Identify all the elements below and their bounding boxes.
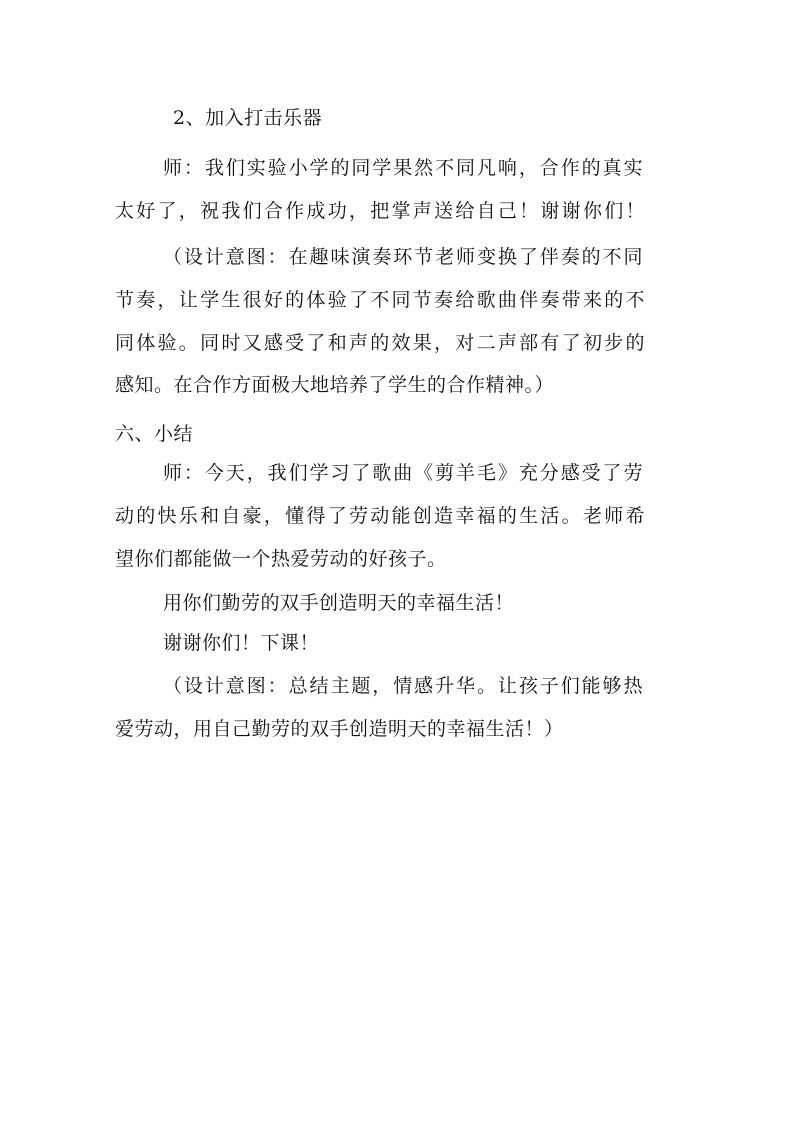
design-intent-2-line-1: （设计意图：总结主题，情感升华。让孩子们能够热 bbox=[163, 675, 643, 697]
design-intent-1-line-1: （设计意图：在趣味演奏环节老师变换了伴奏的不同 bbox=[163, 246, 643, 268]
teacher-line-1: 师：我们实验小学的同学果然不同凡响，合作的真实 bbox=[163, 157, 643, 179]
design-intent-1-line-4: 感知。在合作方面极大地培养了学生的合作精神。） bbox=[115, 374, 555, 396]
summary-line-1: 师：今天，我们学习了歌曲《剪羊毛》充分感受了劳 bbox=[163, 462, 643, 484]
closing-line-2: 谢谢你们！下课！ bbox=[163, 632, 320, 654]
summary-line-2: 动的快乐和自豪，懂得了劳动能创造幸福的生活。老师希 bbox=[115, 505, 645, 527]
section-heading: 六、小结 bbox=[115, 423, 194, 445]
summary-line-3: 望你们都能做一个热爱劳动的好孩子。 bbox=[115, 548, 447, 570]
design-intent-1-line-2: 节奏，让学生很好的体验了不同节奏给歌曲伴奏带来的不 bbox=[115, 289, 645, 311]
sub-heading: 2、加入打击乐器 bbox=[173, 107, 323, 129]
design-intent-1-line-3: 同体验。同时又感受了和声的效果，对二声部有了初步的 bbox=[115, 332, 645, 354]
design-intent-2-line-2: 爱劳动，用自己勤劳的双手创造明天的幸福生活！） bbox=[115, 718, 564, 740]
teacher-line-2: 太好了，祝我们合作成功，把掌声送给自己！谢谢你们！ bbox=[115, 200, 645, 222]
closing-line-1: 用你们勤劳的双手创造明天的幸福生活！ bbox=[163, 592, 515, 614]
